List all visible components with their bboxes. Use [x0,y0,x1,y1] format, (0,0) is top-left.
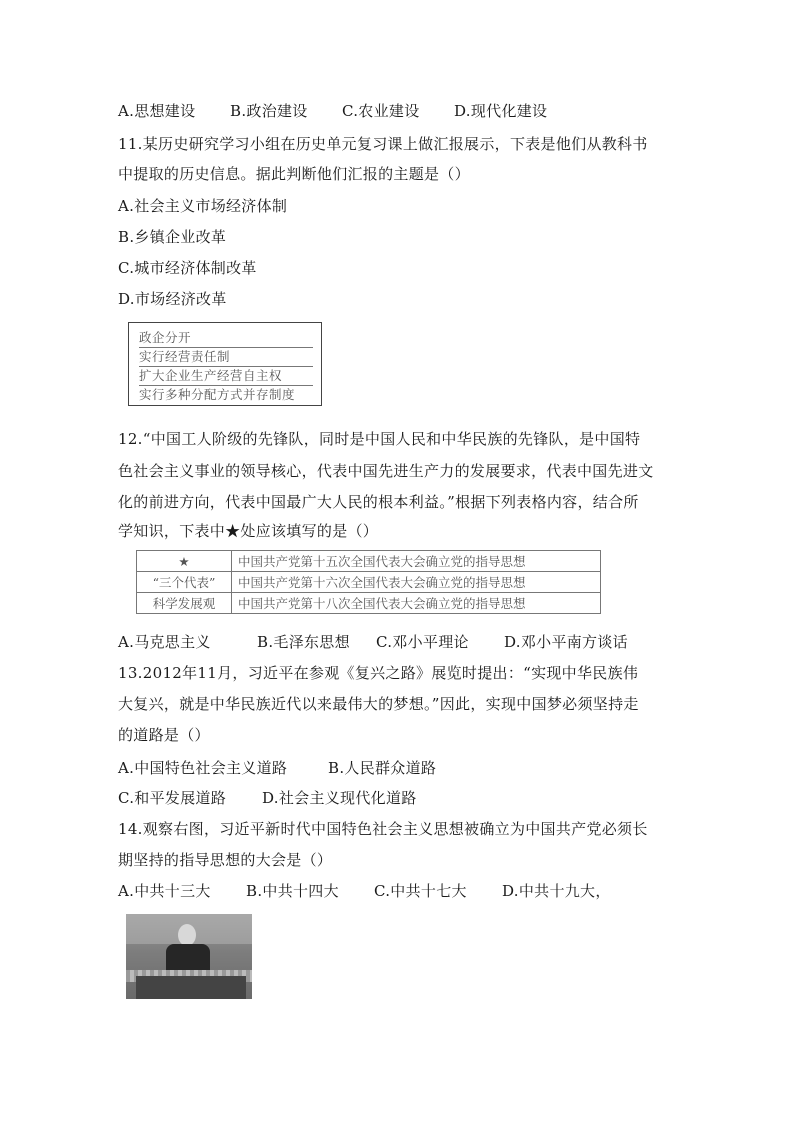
q14-option-b: B.中共十四大 [246,882,339,900]
q11-option-d: D.市场经济改革 [118,290,227,308]
q12-ideology-table [136,550,601,614]
q11-stem-line1: 11.某历史研究学习小组在历史单元复习课上做汇报展示，下表是他们从教科书 [118,135,648,153]
table-row [137,551,601,572]
q12-stem-line4: 学知识，下表中★处应该填写的是（） [118,522,379,540]
q11-stem-line2: 中提取的历史信息。据此判断他们汇报的主题是（） [118,165,470,183]
q13-option-a: A.中国特色社会主义道路 [118,759,288,777]
q12-stem-line2: 色社会主义事业的领导核心，代表中国先进生产力的发展要求，代表中国先进文 [118,462,654,480]
q13-stem-line1: 13.2012年11月，习近平在参观《复兴之路》展览时提出：“实现中华民族伟 [118,664,639,682]
q14-option-a: A.中共十三大 [118,882,211,900]
q11-option-c: C.城市经济体制改革 [118,259,257,277]
q13-option-b: B.人民群众道路 [328,759,437,777]
table-cell: 中国共产党第十八次全国代表大会确立党的指导思想 [232,593,601,614]
q11-option-b: B.乡镇企业改革 [118,228,227,246]
q10-option-d: D.现代化建设 [454,102,548,120]
q12-option-b: B.毛泽东思想 [257,633,350,651]
table-cell: 中国共产党第十五次全国代表大会确立党的指导思想 [232,551,601,572]
table-row [137,572,601,593]
table-cell: 中国共产党第十六次全国代表大会确立党的指导思想 [232,572,601,593]
q13-option-c: C.和平发展道路 [118,789,227,807]
q12-option-a: A.马克思主义 [118,633,211,651]
q12-stem-line3: 化的前进方向，代表中国最广大人民的根本利益。”根据下列表格内容，结合所 [118,493,639,511]
q11-table-row: 实行经营责任制 [139,348,313,367]
q10-options [118,100,547,122]
q13-stem-line3: 的道路是（） [118,726,210,744]
table-cell: ★ [137,551,232,572]
q10-option-a: A.思想建设 [118,102,196,120]
table-cell: “三个代表” [137,572,232,593]
q14-option-c: C.中共十七大 [374,882,467,900]
q12-option-d: D.邓小平南方谈话 [504,633,628,651]
q11-table-row: 扩大企业生产经营自主权 [139,367,313,386]
q13-stem-line2: 大复兴，就是中华民族近代以来最伟大的梦想。”因此，实现中国梦必须坚持走 [118,695,639,713]
q14-stem-line2: 期坚持的指导思想的大会是（） [118,851,333,869]
q10-option-c: C.农业建设 [342,102,420,120]
table-cell: 科学发展观 [137,593,232,614]
q12-stem-line1: 12.“中国工人阶级的先锋队，同时是中国人民和中华民族的先锋队，是中国特 [118,430,641,448]
q11-table-row: 实行多种分配方式并存制度 [139,387,296,402]
congress-speech-photo [126,914,252,999]
table-row [137,593,601,614]
q13-options-line1 [118,757,436,779]
q13-options-line2 [118,787,417,809]
q13-option-d: D.社会主义现代化道路 [262,789,417,807]
q11-info-table [128,322,322,406]
q11-table-row: 政企分开 [139,329,313,348]
q14-stem-line1: 14.观察右图，习近平新时代中国特色社会主义思想被确立为中国共产党必须长 [118,820,648,838]
q12-options [118,631,628,653]
q14-options [118,880,611,902]
q14-option-d: D.中共十九大， [502,882,611,900]
q12-option-c: C.邓小平理论 [376,633,469,651]
q10-option-b: B.政治建设 [230,102,308,120]
q11-option-a: A.社会主义市场经济体制 [118,197,288,215]
